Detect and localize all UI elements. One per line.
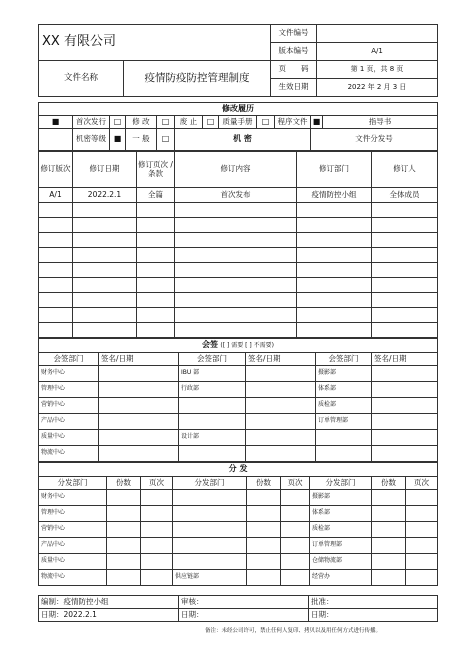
author-date-label: 日期： [41, 609, 64, 619]
sign-dept: 质量中心 [39, 430, 99, 446]
revision-table [38, 102, 438, 151]
table-row [39, 506, 438, 522]
dist-col-pages-3: 页次 [406, 477, 438, 490]
company-name: XX 有限公司 [39, 25, 271, 61]
author-date-cell [39, 609, 179, 622]
dist-col-dept-3: 分发部门 [310, 477, 372, 490]
table-row [39, 308, 438, 323]
dist-dept: 物流中心 [39, 570, 107, 586]
meta-label-page: 页 码 [271, 61, 317, 79]
dist-dept: 订单管理部 [310, 538, 372, 554]
distribution-table [38, 462, 438, 586]
approve-label: 批准： [309, 596, 438, 609]
meta-value-version: A/1 [317, 43, 438, 61]
revision-history-table [38, 151, 438, 338]
revision-title: 修改履历 [39, 103, 438, 116]
sign-dept: 管理中心 [39, 382, 99, 398]
sign-dept: 行政部 [179, 382, 246, 398]
dist-dept: 体系部 [310, 506, 372, 522]
secret-checkbox[interactable]: □ [157, 129, 175, 151]
modify-label: 修 改 [126, 116, 157, 129]
dist-dept: 质检部 [310, 522, 372, 538]
doc-title: 疫情防疫防控管理制度 [124, 61, 271, 97]
review-date-label: 日期： [179, 609, 309, 622]
dist-dept: 质量中心 [39, 554, 107, 570]
dist-col-dept-1: 分发部门 [39, 477, 107, 490]
abolish-checkbox[interactable]: □ [157, 116, 175, 129]
sign-dept: 财务中心 [39, 366, 99, 382]
dist-dept: 管理中心 [39, 506, 107, 522]
table-row [39, 278, 438, 293]
dist-dept: 仓储物流部 [310, 554, 372, 570]
sign-title: 会签 [202, 340, 219, 350]
author-cell [39, 596, 179, 609]
quality-manual-checkbox[interactable]: □ [203, 116, 219, 129]
approve-date-label: 日期： [309, 609, 438, 622]
sign-dept: 物流中心 [39, 446, 99, 462]
dist-col-copies-1: 份数 [107, 477, 141, 490]
dist-col-dept-2: 分发部门 [173, 477, 247, 490]
sign-col-dept-1: 会签部门 [39, 353, 99, 366]
revision-date: 2022.2.1 [73, 188, 137, 203]
dist-dept [173, 538, 247, 554]
header-table [38, 24, 438, 97]
revision-content: 首次发布 [175, 188, 297, 203]
sign-dept [179, 414, 246, 430]
table-row [39, 263, 438, 278]
new-issue-label: 首次发行 [73, 116, 110, 129]
table-row [39, 188, 438, 203]
dist-col-pages-1: 页次 [141, 477, 173, 490]
sign-dept [179, 446, 246, 462]
dist-col-pages-2: 页次 [281, 477, 310, 490]
author-label: 编制： [41, 596, 64, 606]
meta-label-effective-date: 生效日期 [271, 79, 317, 97]
table-row [39, 323, 438, 338]
table-row [39, 430, 438, 446]
col-revision-page: 修订页次 / 条款 [137, 152, 175, 188]
meta-label-doc-no: 文件编号 [271, 25, 317, 43]
distribution-number-label: 文件分发号 [311, 129, 438, 151]
secret-text: 机 密 [175, 129, 311, 151]
distribution-title: 分 发 [39, 463, 438, 477]
sign-col-date-2: 签名/日期 [246, 353, 316, 366]
col-revision-dept: 修订部门 [297, 152, 372, 188]
dist-dept [173, 506, 247, 522]
col-revision-date: 修订日期 [73, 152, 137, 188]
sign-col-dept-2: 会签部门 [179, 353, 246, 366]
table-row [39, 490, 438, 506]
col-revision-person: 修订人 [372, 152, 438, 188]
dist-col-copies-3: 份数 [372, 477, 406, 490]
sign-dept: IBU 部 [179, 366, 246, 382]
footer-table [38, 595, 438, 622]
dist-col-copies-2: 份数 [247, 477, 281, 490]
sign-col-date-3: 签名/日期 [372, 353, 438, 366]
dist-dept: 摄影部 [310, 490, 372, 506]
sign-dept [179, 398, 246, 414]
table-row [39, 398, 438, 414]
dist-dept: 供应链部 [173, 570, 247, 586]
quality-manual-label: 质量手册 [219, 116, 257, 129]
revision-dept: 疫情防控小组 [297, 188, 372, 203]
table-row [39, 203, 438, 218]
sign-table [38, 338, 438, 462]
author-value: 疫情防控小组 [63, 596, 109, 606]
new-issue-checkbox[interactable]: ■ [39, 116, 73, 129]
general-label: 一 般 [126, 129, 157, 151]
secret-level-label: 机密等级 [73, 129, 110, 151]
meta-value-effective-date: 2022 年 2 月 3 日 [317, 79, 438, 97]
review-label: 审核： [179, 596, 309, 609]
author-date-value: 2022.2.1 [63, 609, 97, 619]
table-row [39, 382, 438, 398]
sign-dept: 摄影部 [316, 366, 372, 382]
dist-dept [173, 554, 247, 570]
sign-dept: 营销中心 [39, 398, 99, 414]
table-row [39, 248, 438, 263]
meta-value-page: 第 1 页，共 8 页 [317, 61, 438, 79]
document-page [38, 24, 437, 622]
general-checkbox[interactable]: ■ [110, 129, 126, 151]
table-row [39, 293, 438, 308]
dist-dept: 财务中心 [39, 490, 107, 506]
col-revision-content: 修订内容 [175, 152, 297, 188]
procedure-file-label: 程序文件 [275, 116, 311, 129]
revision-person: 全体成员 [372, 188, 438, 203]
dist-dept: 经营办 [310, 570, 372, 586]
sign-title-cell [39, 339, 438, 353]
doc-name-label: 文件名称 [39, 61, 124, 97]
col-revision-version: 修订版次 [39, 152, 73, 188]
guide-book-label: 指导书 [323, 116, 438, 129]
copyright-note: 备注：未经公司许可，禁止任何人复印、拷贝以及用任何方式进行传播。 [205, 628, 382, 634]
table-row [39, 522, 438, 538]
sign-dept [316, 430, 372, 446]
sign-dept [316, 446, 372, 462]
dist-dept [173, 490, 247, 506]
table-row [39, 538, 438, 554]
revision-version: A/1 [39, 188, 73, 203]
sign-col-date-1: 签名/日期 [99, 353, 179, 366]
table-row [39, 233, 438, 248]
table-row [39, 218, 438, 233]
dist-dept [173, 522, 247, 538]
table-row [39, 366, 438, 382]
dist-dept: 营销中心 [39, 522, 107, 538]
sign-col-dept-3: 会签部门 [316, 353, 372, 366]
dist-dept: 产品中心 [39, 538, 107, 554]
guide-book-checkbox[interactable]: ■ [311, 116, 323, 129]
sign-dept: 质检部 [316, 398, 372, 414]
meta-value-doc-no [317, 25, 438, 43]
modify-checkbox[interactable]: □ [110, 116, 126, 129]
sign-title-note: ([ ] 需要 [ ] 不需要) [220, 342, 275, 350]
sign-dept: 产品中心 [39, 414, 99, 430]
table-row [39, 446, 438, 462]
table-row [39, 414, 438, 430]
sign-dept: 体系部 [316, 382, 372, 398]
abolish-label: 废 止 [175, 116, 203, 129]
table-row [39, 554, 438, 570]
procedure-file-checkbox[interactable]: □ [257, 116, 275, 129]
table-row [39, 570, 438, 586]
revision-page: 全篇 [137, 188, 175, 203]
sign-dept: 订单管理部 [316, 414, 372, 430]
sign-dept: 设计部 [179, 430, 246, 446]
meta-label-version: 版本编号 [271, 43, 317, 61]
